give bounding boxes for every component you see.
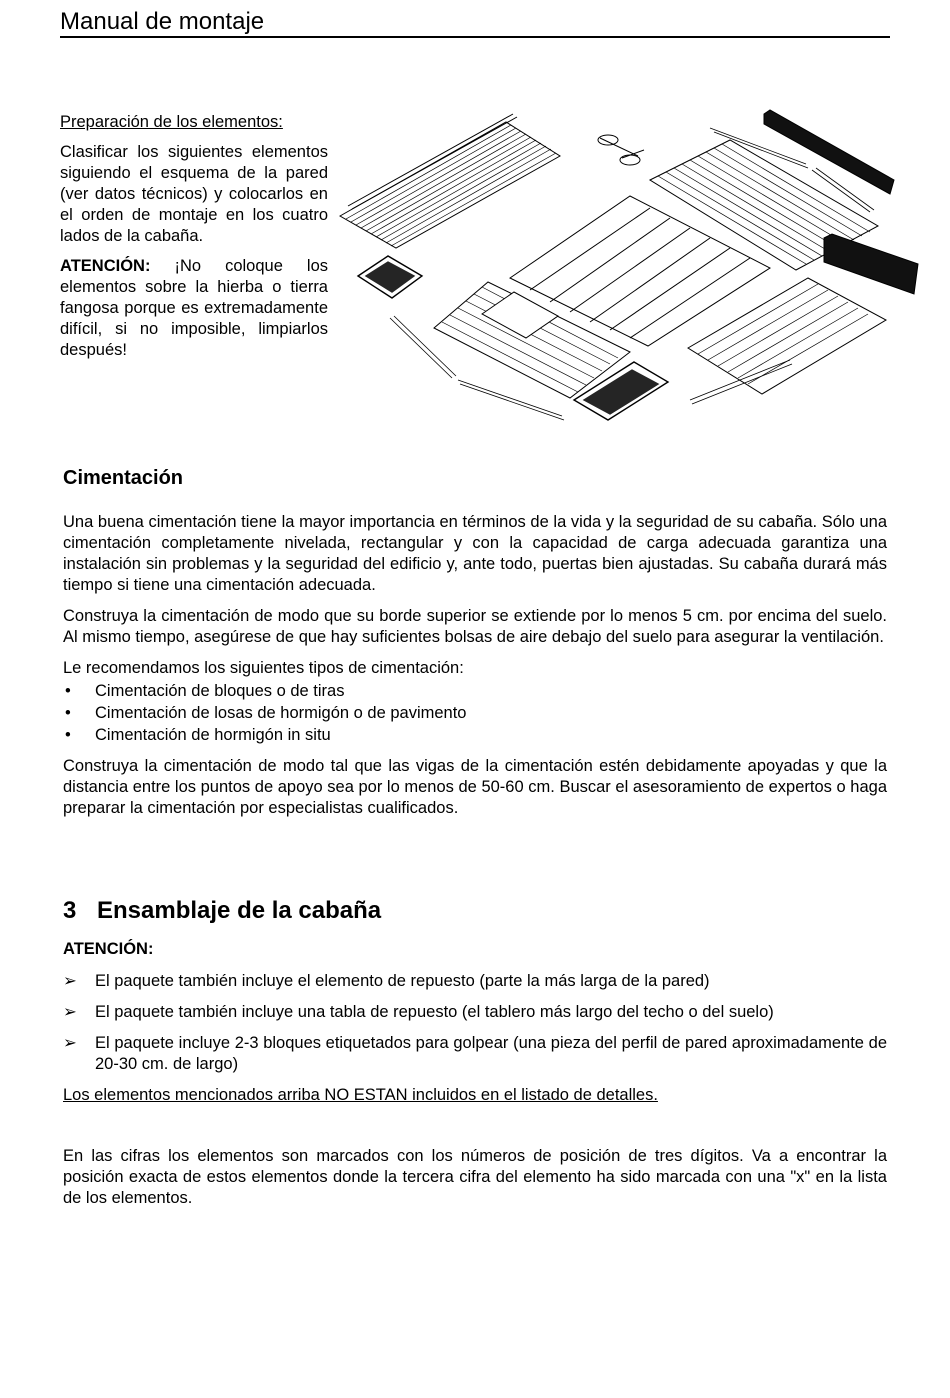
ensamblaje-heading xyxy=(63,897,887,924)
wall-panel-top-left xyxy=(340,114,560,248)
cimentacion-heading: Cimentación xyxy=(63,467,184,489)
cabin-parts-illustration xyxy=(338,108,923,430)
bullet-icon: • xyxy=(65,726,71,744)
foundation-types-list xyxy=(63,681,887,746)
attention-label: ATENCIÓN: xyxy=(60,257,151,275)
preparation-attention xyxy=(60,256,328,361)
list-item: • Cimentación de hormigón in situ xyxy=(65,726,331,744)
package-notes-list xyxy=(63,971,887,1075)
excluded-items-note: Los elementos mencionados arriba NO ESTAN incluidos en el listado de detalles. xyxy=(63,1086,658,1104)
preparation-paragraph: Clasificar los siguientes elementos siguiendo el esquema de la pared (ver datos técnicos) y colocarlos en el orden de montaje en los cuatro lados de la cabaña. xyxy=(60,143,328,245)
window-left xyxy=(358,256,422,298)
ensamblaje-final-paragraph: En las cifras los elementos son marcados con los números de posición de tres dígitos. Va a encontrar la posición exacta de estos elementos donde la tercera cifra del elemento ha sido marcada con una "x" en la lista de los elementos. xyxy=(63,1147,887,1207)
rods xyxy=(598,135,644,165)
page-header xyxy=(60,6,890,38)
arrow-bullet-icon: ➢ xyxy=(63,1034,77,1052)
preparation-section xyxy=(60,112,328,370)
cimentacion-paragraph-3: Le recomendamos los siguientes tipos de cimentación: xyxy=(63,659,464,677)
arrow-bullet-icon: ➢ xyxy=(63,1003,77,1021)
arrow-bullet-icon: ➢ xyxy=(63,972,77,990)
attention-text: ¡No coloque los elementos sobre la hierba o tierra fangosa porque es extremadamente difícil, si no imposible, limpiarlos después! xyxy=(60,257,328,359)
ensamblaje-section xyxy=(63,897,887,1219)
cimentacion-paragraph-2: Construya la cimentación de modo que su borde superior se extiende por lo menos 5 cm. por encima del suelo. Al mismo tiempo, asegúrese de que hay suficientes bolsas de aire debajo del suelo para asegurar la ventilación. xyxy=(63,607,887,646)
bullet-icon: • xyxy=(65,682,71,700)
cimentacion-paragraph-4: Construya la cimentación de modo tal que las vigas de la cimentación estén debidamente apoyadas y que la distancia entre los puntos de apoyo sea por lo menos de 50-60 cm. Buscar el asesoramiento de expertos o haga preparar la cimentación por especialistas cualificados. xyxy=(63,757,887,817)
list-item: ➢ El paquete también incluye el elemento de repuesto (parte la más larga de la pared) xyxy=(63,972,710,990)
section-number: 3 xyxy=(63,897,77,924)
section-title: Ensamblaje de la cabaña xyxy=(97,897,382,924)
header-title: Manual de montaje xyxy=(60,8,265,35)
list-item: ➢ El paquete incluye 2-3 bloques etiquetados para golpear (una pieza del perfil de pared aproximadamente de 20-30 cm. de largo) xyxy=(63,1034,887,1073)
cimentacion-paragraph-1: Una buena cimentación tiene la mayor importancia en términos de la vida y la seguridad de su cabaña. Sólo una cimentación completamente nivelada, rectangular y con la capacidad de carga adecuada garantiza una instalación sin problemas y la seguridad del edificio y, ante todo, puertas bien ajustadas. Su cabaña durará más tiempo si tiene una cimentación adecuada. xyxy=(63,513,887,594)
bullet-icon: • xyxy=(65,704,71,722)
beam-stack-right xyxy=(824,234,918,294)
list-item: • Cimentación de bloques o de tiras xyxy=(65,682,345,700)
list-item: ➢ El paquete también incluye una tabla de repuesto (el tablero más largo del techo o del suelo) xyxy=(63,1003,774,1021)
cimentacion-section xyxy=(63,468,887,829)
preparation-title: Preparación de los elementos: xyxy=(60,113,283,131)
list-item: • Cimentación de losas de hormigón o de pavimento xyxy=(65,704,467,722)
ensamblaje-attention: ATENCIÓN: xyxy=(63,940,154,958)
